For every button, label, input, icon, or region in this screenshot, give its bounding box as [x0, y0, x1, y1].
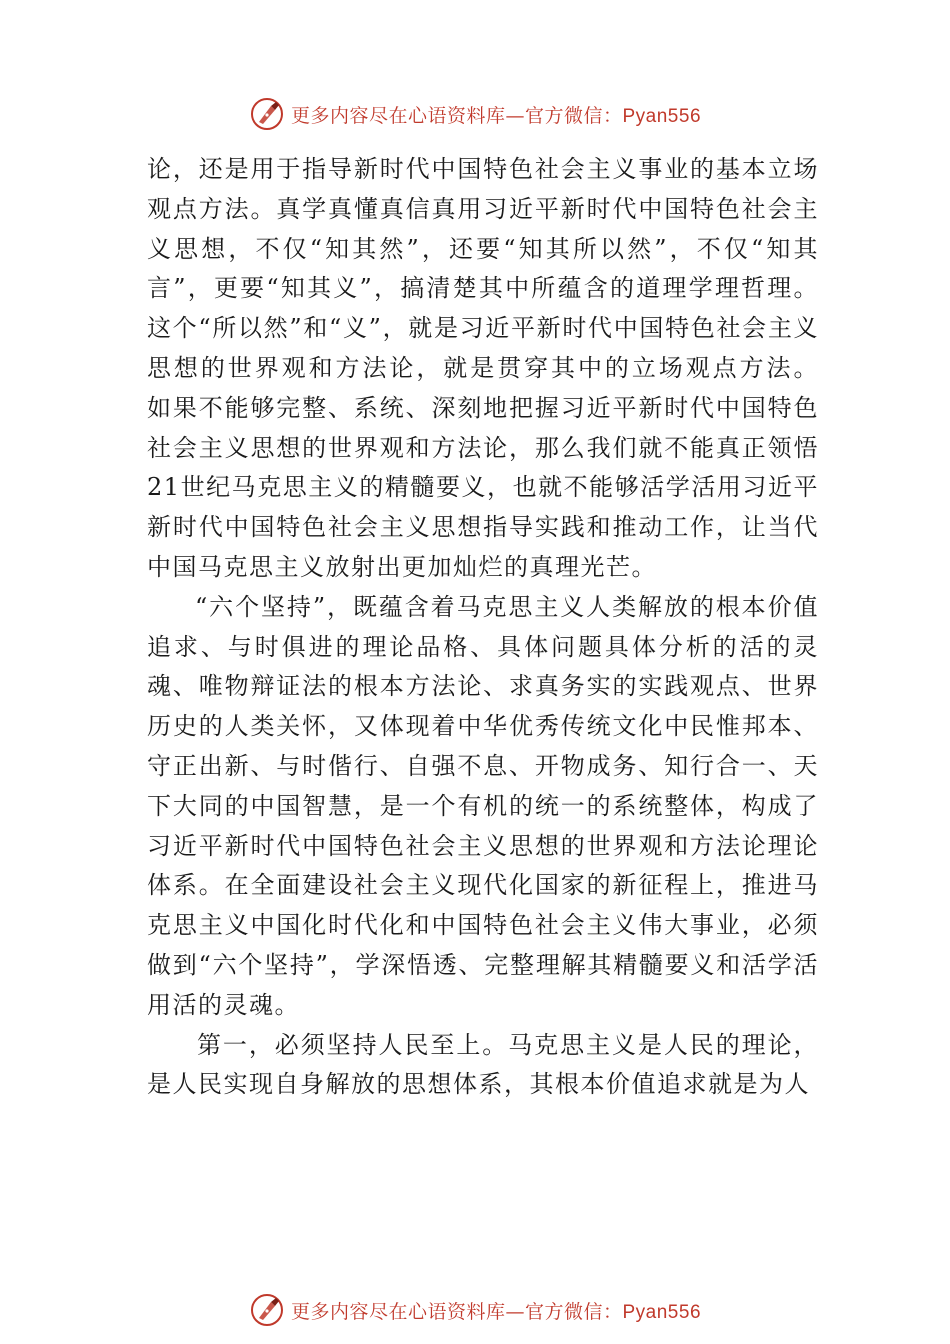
footer-banner-wechat-label: 官方微信：: [524, 1300, 623, 1323]
footer-banner-wechat-id: Pyan556: [622, 1301, 702, 1323]
document-body: [147, 150, 819, 1105]
footer-banner: [0, 1290, 950, 1330]
header-banner-inner: [249, 96, 701, 132]
header-banner-text: [291, 101, 701, 128]
header-banner: [0, 94, 950, 134]
pen-nib-logo-icon: [249, 1292, 285, 1328]
footer-banner-main: 更多内容尽在心语资料库: [290, 1300, 506, 1323]
header-banner-sep: —: [505, 104, 525, 127]
header-banner-wechat-label: 官方微信：: [524, 104, 623, 127]
header-banner-wechat-id: Pyan556: [622, 105, 702, 127]
paragraph-2: “六个坚持”，既蕴含着马克思主义人类解放的根本价值追求、与时俱进的理论品格、具体问题具体分析的活的灵魂、唯物辩证法的根本方法论、求真务实的实践观点、世界历史的人类关怀，又体现着中华优秀传统文化中民惟邦本、 守正出新、与时偕行、自强不息、开物成务、知行合一、天下大同的中国智慧，是一个有机的统一的系统整体，构成了习近平新时代中国特色社会主义思想的世界观和方法论理论体系。在全面建设社会主义现代化国家的新征程上，推进马克思主义中国化时代化和中国特色社会主义伟大事业，必须做到“六个坚持”，学深悟透、完整理解其精髓要义和活学活用活的灵魂。: [147, 592, 819, 1019]
header-banner-main: 更多内容尽在心语资料库: [290, 104, 506, 127]
footer-banner-sep: —: [505, 1300, 525, 1323]
paragraph-1: 论，还是用于指导新时代中国特色社会主义事业的基本立场观点方法。真学真懂真信真用习近平新时代中国特色社会主义思想，不仅“知其然”，还要“知其所以然”，不仅“知其言”，更要“知其义”，搞清楚其中所蕴含的道理学理哲理。这个“所以然”和“义”，就是习近平新时代中国特色社会主义思想的世界观和方法论，就是贯穿其中的立场观点方法。 如果不能够完整、系统、深刻地把握习近平新时代中国特色社会主义思想的世界观和方法论，那么我们就不能真正领悟21世纪马克思主义的精髓要义，也就不能够活学活用习近平新时代中国特色社会主义思想指导实践和推动工作，让当代中国马克思主义放射出更加灿烂的真理光芒。: [147, 155, 819, 581]
paragraph-3: 第一，必须坚持人民至上。马克思主义是人民的理论，是人民实现自身解放的思想体系，其根本价值追求就是为人: [147, 1030, 819, 1099]
pen-nib-logo-icon: [249, 96, 285, 132]
footer-banner-inner: [249, 1292, 701, 1328]
footer-banner-text: [291, 1297, 701, 1324]
